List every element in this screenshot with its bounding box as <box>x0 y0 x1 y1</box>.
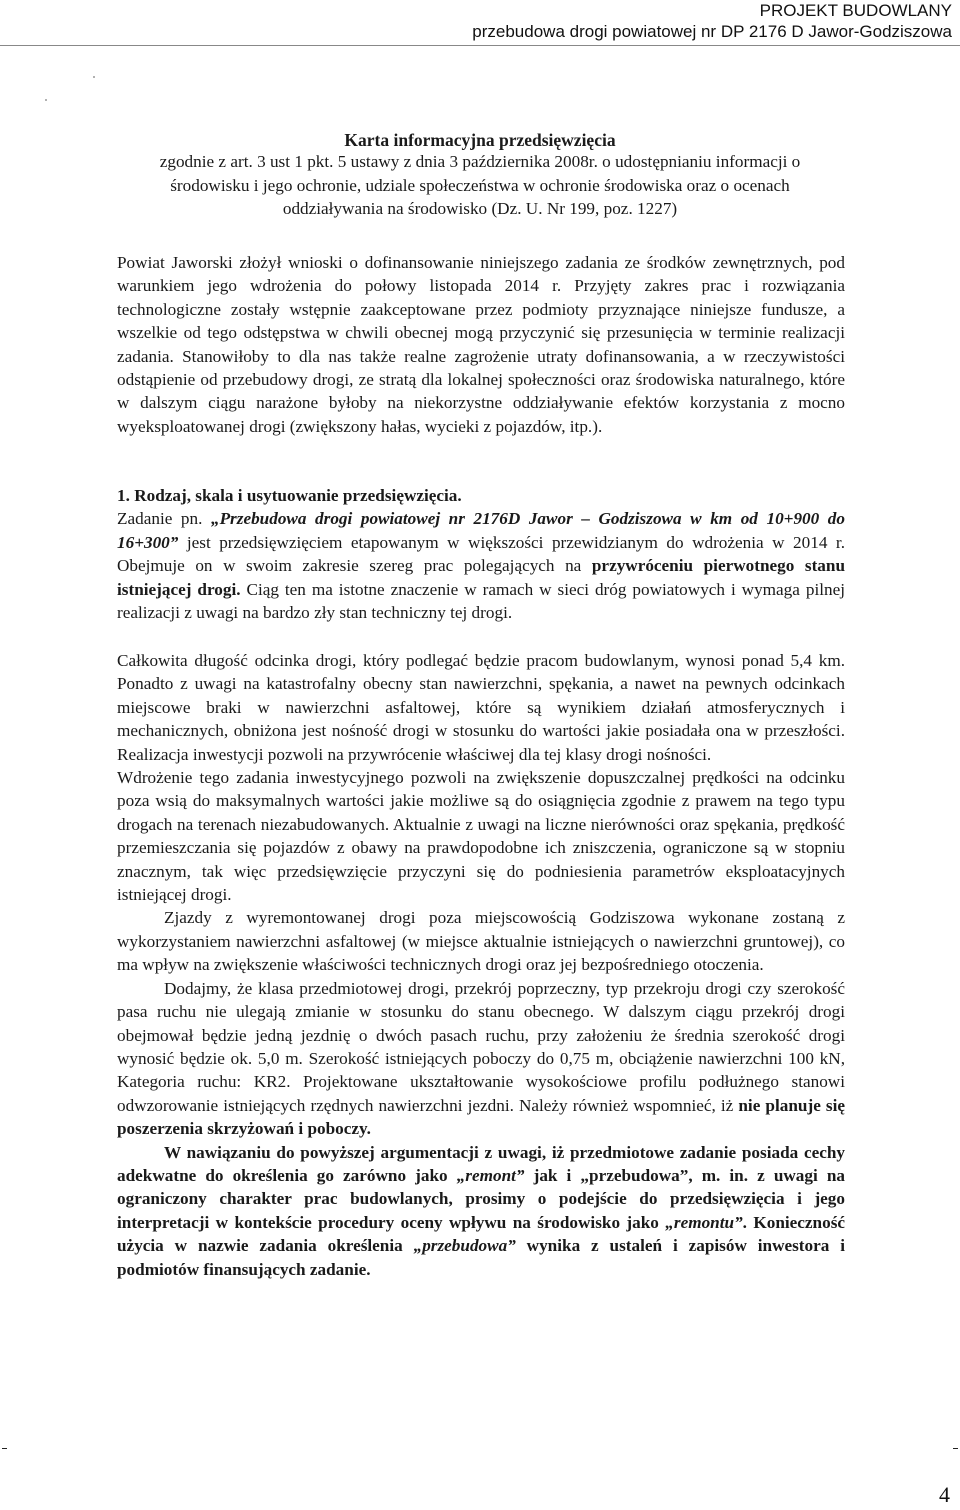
legal-basis: zgodnie z art. 3 ust 1 pkt. 5 ustawy z dnia 3 października 2008r. o udostępnianiu informacji o środowisku i jego ochronie, udziale społeczeństwa w ochronie środowiska oraz o ocenach oddziaływania na środowisko (Dz. U. Nr 199, poz. 1227) <box>159 152 801 218</box>
section-1-paragraph-1 <box>117 507 845 624</box>
document-title: Karta informacyjna przedsięwzięcia <box>344 130 616 150</box>
section-1-paragraph-3: Wdrożenie tego zadania inwestycyjnego pozwoli na zwiększenie dopuszczalnej prędkości na odcinku poza wsią do maksymalnych wartości jakie możliwe są do osiągnięcia zgodnie z prawem na tego typu drogach na terenach niezabudowanych. Aktualnie z uwagi na liczne nierówności oraz spękania, prędkość przemieszczania się pojazdów z obawy na prawdopodobne ich zniszczenia, ograniczone są w stopniu znacznym, tak więc przedsięwzięcie przyczyni się do podniesienia parametrów eksploatacyjnych istniejącej drogi. <box>117 768 845 905</box>
page-number: 4 <box>939 1482 950 1507</box>
s1p1-bold: przywróceniu pierwotnego stanu istniejącej drogi. <box>117 556 846 599</box>
s1p5-text-a: Dodajmy, że klasa przedmiotowej drogi, przekrój poprzeczny, typ przekroju drogi czy szerokość pasa ruchu nie ulegają zmianie w stosunku do stanu obecnego. W dalszym ciągu przekrój drogi obejmował będzie jedną jezdnię o dwóch pasach ruchu, przy założeniu że średnia szerokość drogi wynosić będzie ok. 5,0 m. Szerokość istniejących poboczy do 0,75 m, obciążenie nawierzchni 100 kN, Kategoria ruchu: KR2. Projektowane ukształtowanie wysokościowe profilu podłużnego stanowi odwzorowanie istniejących rzędnych nawierzchni jezdni. Należy również wspomnieć, iż <box>117 978 845 1115</box>
section-1-paragraph-4: Zjazdy z wyremontowanej drogi poza miejscowością Godziszowa wykonane zostaną z wykorzystaniem nawierzchni asfaltowej (w miejsce aktualnie istniejących o nawierzchni gruntowej), co ma wpływ na zwiększenie właściwości technicznych drogi oraz jej bezpośredniego otoczenia. <box>117 908 845 975</box>
task-name: „Przebudowa drogi powiatowej nr 2176D Jawor – Godziszowa w km od 10+900 do 16+300” <box>117 509 845 552</box>
s1p6-text-a: W nawiązaniu do powyższej argumentacji z uwagi, iż przedmiotowe zadanie posiada cechy adekwatne do określenia go zarówno jako <box>117 1142 845 1185</box>
section-1-paragraph-5 <box>117 977 845 1141</box>
footer-mark-left <box>2 1448 7 1449</box>
s1p5-bold: nie planuje się poszerzenia skrzyżowań i poboczy. <box>117 1095 846 1139</box>
s1p1-text-a: Zadanie pn. <box>117 509 211 529</box>
header-title: PROJEKT BUDOWLANY <box>759 1 952 20</box>
s1p6-remont: „remont” <box>456 1165 525 1185</box>
section-1-paragraph-2: Całkowita długość odcinka drogi, który podlegać będzie pracom budowlanym, wynosi ponad 5,4 km. Ponadto z uwagi na katastrofalny obecny stan nawierzchni, spękania, a nawet na pewnych odcinkach miejscowe braki w nawierzchni asfaltowej, które są wynikiem działań atmosferycznych i mechanicznych, obniżona jest nośność drogi w stosunku do wartości jakie posiadała ona w przeszłości. Realizacja inwestycji pozwoli na przywrócenie właściwej dla tej klasy drogi nośności. <box>117 651 845 764</box>
s1p6-text-b: jak i „przebudowa”, m. in. z uwagi na ograniczony charakter prac budowlanych, prosimy o podejście do przedsięwzięcia i jego interpretacji w kontekście procedury oceny wpływu na środowisko jako <box>117 1165 845 1232</box>
s1p6-text-d: wynika z ustaleń i zapisów inwestora i podmiotów finansujących zadanie. <box>117 1236 845 1279</box>
s1p6-remontu: „remontu” <box>665 1212 743 1232</box>
s1p6-przebudowa: „przebudowa” <box>413 1236 516 1256</box>
scan-speck <box>45 99 47 101</box>
section-1 <box>117 484 845 624</box>
s1p1-text-c: Ciąg ten ma istotne znaczenie w ramach w sieci dróg powiatowych i wymaga pilnej realizacji z uwagi na bardzo zły stan techniczny tej drogi. <box>117 579 845 623</box>
section-1-heading: 1. Rodzaj, skala i usytuowanie przedsięwzięcia. <box>117 486 462 505</box>
scan-speck <box>93 76 95 78</box>
s1p1-text-b: jest przedsięwzięciem etapowanym w większości przewidzianym do wdrożenia w 2014 r. Obejmuje on w swoim zakresie szereg prac polegających na <box>117 532 845 576</box>
intro-text: Powiat Jaworski złożył wnioski o dofinansowanie niniejszego zadania ze środków zewnętrznych, pod warunkiem jego wdrożenia do połowy listopada 2014 r. Przyjęty zakres prac i rozwiązania technologiczne zostały wstępnie zaakceptowane przez podmioty przyznające niniejsze fundusze, a wszelkie od tego odstępstwa w chwili obecnej mogą przyczynić się przesunięcia w terminie realizacji zadania. Stanowiłoby to dla nas także realne zagrożenie utraty dofinansowania, a w rzeczywistości odstąpienie od przebudowy drogi, ze stratą dla lokalnej społeczności oraz środowiska naturalnego, które w dalszym ciągu narażone byłoby na niekorzystne oddziaływanie efektów korzystania z mocno wyeksploatowanej drogi (zwiększony hałas, wycieki z pojazdów, itp.). <box>117 253 845 436</box>
section-1-paragraph-6 <box>117 1141 845 1281</box>
section-1-body <box>117 649 845 1281</box>
scanned-page <box>0 46 960 1446</box>
header-subtitle: przebudowa drogi powiatowej nr DP 2176 D Jawor-Godziszowa <box>472 22 952 41</box>
s1p6-text-c: . Konieczność użycia w nazwie zadania określenia <box>117 1212 846 1256</box>
footer-mark-right <box>953 1448 958 1449</box>
intro-paragraph <box>117 251 845 438</box>
page-header <box>472 0 952 42</box>
